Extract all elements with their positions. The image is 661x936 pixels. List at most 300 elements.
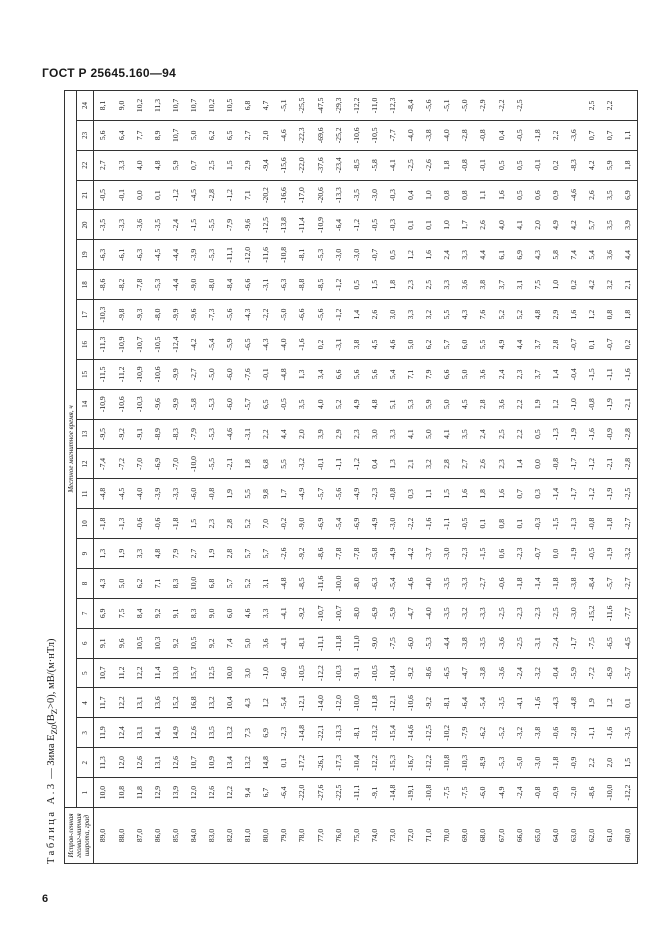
value-cell: 5,6 bbox=[365, 359, 383, 389]
table-row bbox=[384, 91, 402, 864]
value-cell: 6,1 bbox=[492, 240, 510, 270]
value-cell: 1,6 bbox=[456, 479, 474, 509]
value-cell: 0,5 bbox=[510, 180, 528, 210]
value-cell: -10,0 bbox=[329, 569, 347, 599]
value-cell: 5,7 bbox=[257, 539, 275, 569]
value-cell: 2,5 bbox=[203, 150, 221, 180]
value-cell: -2,3 bbox=[528, 598, 546, 628]
value-cell: 10,5 bbox=[130, 628, 148, 658]
value-cell: 10,7 bbox=[184, 748, 202, 778]
value-cell: 12,6 bbox=[130, 748, 148, 778]
value-cell: -2,6 bbox=[275, 539, 293, 569]
value-cell: -10,6 bbox=[148, 359, 166, 389]
hour-column-header: 12 bbox=[77, 449, 94, 479]
value-cell: 6,7 bbox=[257, 778, 275, 808]
value-cell: 3,1 bbox=[257, 569, 275, 599]
value-cell: -7,5 bbox=[583, 628, 601, 658]
value-cell: 0,1 bbox=[148, 180, 166, 210]
table-row bbox=[148, 91, 166, 864]
value-cell: -2,2 bbox=[257, 300, 275, 330]
value-cell: -9,1 bbox=[365, 778, 383, 808]
value-cell: 12,6 bbox=[184, 718, 202, 748]
value-cell: 10,5 bbox=[221, 91, 239, 121]
value-cell: -3,5 bbox=[492, 688, 510, 718]
value-cell: 11,3 bbox=[148, 91, 166, 121]
hour-column-header: 9 bbox=[77, 539, 94, 569]
value-cell: -13,2 bbox=[365, 718, 383, 748]
value-cell bbox=[528, 91, 546, 121]
value-cell: 10,2 bbox=[130, 91, 148, 121]
value-cell: 9,8 bbox=[257, 479, 275, 509]
value-cell: -4,2 bbox=[402, 539, 420, 569]
value-cell: -2,9 bbox=[474, 91, 492, 121]
value-cell: 2,8 bbox=[221, 539, 239, 569]
value-cell: -6,0 bbox=[221, 359, 239, 389]
value-cell: -15,4 bbox=[384, 718, 402, 748]
value-cell: -11,6 bbox=[311, 569, 329, 599]
value-cell: -2,3 bbox=[456, 539, 474, 569]
value-cell: 5,9 bbox=[166, 150, 184, 180]
value-cell: 5,5 bbox=[239, 479, 257, 509]
value-cell: -0,9 bbox=[601, 419, 619, 449]
value-cell: -5,0 bbox=[203, 359, 221, 389]
value-cell: -6,3 bbox=[130, 240, 148, 270]
value-cell: 1,5 bbox=[184, 509, 202, 539]
value-cell: -8,3 bbox=[564, 150, 582, 180]
value-cell: -10,3 bbox=[94, 300, 113, 330]
latitude-cell: 65,0 bbox=[528, 808, 546, 864]
value-cell: 10,0 bbox=[94, 778, 113, 808]
value-cell: 2,5 bbox=[492, 419, 510, 449]
value-cell: -4,2 bbox=[184, 330, 202, 360]
value-cell: -4,6 bbox=[275, 120, 293, 150]
value-cell: 12,2 bbox=[221, 778, 239, 808]
hour-header-row bbox=[77, 91, 94, 864]
table-title-rest: (B bbox=[46, 714, 57, 725]
value-cell: -1,2 bbox=[329, 270, 347, 300]
table-title-sub2: Z bbox=[49, 708, 60, 715]
value-cell: -8,3 bbox=[166, 419, 184, 449]
value-cell: -25,2 bbox=[329, 120, 347, 150]
value-cell: -2,5 bbox=[510, 628, 528, 658]
value-cell: -5,4 bbox=[203, 330, 221, 360]
value-cell: -1,5 bbox=[583, 359, 601, 389]
value-cell: 5,6 bbox=[347, 359, 365, 389]
value-cell: -10,2 bbox=[438, 718, 456, 748]
value-cell: -4,7 bbox=[456, 658, 474, 688]
hour-column-header: 8 bbox=[77, 569, 94, 599]
value-cell: -3,0 bbox=[438, 539, 456, 569]
value-cell: 0,1 bbox=[583, 330, 601, 360]
value-cell: -0,4 bbox=[546, 658, 564, 688]
value-cell: -11,6 bbox=[601, 598, 619, 628]
value-cell: 12,9 bbox=[148, 778, 166, 808]
value-cell: -7,4 bbox=[94, 449, 113, 479]
value-cell: 5,0 bbox=[420, 419, 438, 449]
value-cell: 4,0 bbox=[130, 150, 148, 180]
value-cell: -8,1 bbox=[347, 718, 365, 748]
value-cell: 6,9 bbox=[619, 180, 638, 210]
value-cell: 8,3 bbox=[166, 569, 184, 599]
value-cell: -8,0 bbox=[148, 300, 166, 330]
value-cell: -6,0 bbox=[221, 389, 239, 419]
value-cell: 3,6 bbox=[257, 628, 275, 658]
value-cell: 3,3 bbox=[402, 300, 420, 330]
value-cell: -5,7 bbox=[601, 569, 619, 599]
value-cell: -2,8 bbox=[203, 180, 221, 210]
value-cell: -3,9 bbox=[148, 479, 166, 509]
value-cell: 13,2 bbox=[203, 688, 221, 718]
value-cell: -1,8 bbox=[546, 569, 564, 599]
value-cell: -12,2 bbox=[311, 658, 329, 688]
table-row bbox=[474, 91, 492, 864]
value-cell: 0,2 bbox=[311, 330, 329, 360]
value-cell: -8,4 bbox=[402, 91, 420, 121]
value-cell: 2,7 bbox=[94, 150, 113, 180]
value-cell: -2,1 bbox=[221, 449, 239, 479]
value-cell: -13,3 bbox=[329, 718, 347, 748]
value-cell: -11,0 bbox=[347, 628, 365, 658]
table-row bbox=[311, 91, 329, 864]
value-cell: 4,6 bbox=[239, 598, 257, 628]
value-cell: -5,3 bbox=[311, 240, 329, 270]
value-cell: 4,3 bbox=[528, 240, 546, 270]
value-cell: -7,5 bbox=[438, 778, 456, 808]
hour-column-header: 20 bbox=[77, 210, 94, 240]
value-cell: -4,8 bbox=[275, 569, 293, 599]
value-cell: -5,2 bbox=[492, 718, 510, 748]
value-cell: -5,6 bbox=[420, 91, 438, 121]
value-cell: -3,3 bbox=[112, 210, 130, 240]
value-cell: 1,4 bbox=[347, 300, 365, 330]
value-cell: -3,8 bbox=[474, 658, 492, 688]
value-cell: -11,4 bbox=[293, 210, 311, 240]
value-cell: 6,8 bbox=[257, 449, 275, 479]
value-cell: -6,6 bbox=[293, 300, 311, 330]
value-cell: 5,0 bbox=[112, 569, 130, 599]
value-cell: -29,3 bbox=[329, 91, 347, 121]
value-cell: -1,6 bbox=[583, 419, 601, 449]
value-cell: -12,5 bbox=[420, 718, 438, 748]
value-cell: 8,4 bbox=[130, 598, 148, 628]
value-cell: -12,2 bbox=[347, 91, 365, 121]
hour-column-header: 15 bbox=[77, 359, 94, 389]
value-cell: 1,5 bbox=[221, 150, 239, 180]
table-row bbox=[112, 91, 130, 864]
value-cell: 1,0 bbox=[420, 180, 438, 210]
value-cell: 9,0 bbox=[112, 91, 130, 121]
value-cell: -1,5 bbox=[474, 539, 492, 569]
value-cell: 1,5 bbox=[619, 748, 638, 778]
latitude-cell: 86,0 bbox=[148, 808, 166, 864]
value-cell: -2,4 bbox=[510, 658, 528, 688]
value-cell: 2,3 bbox=[402, 270, 420, 300]
value-cell: 3,5 bbox=[456, 419, 474, 449]
value-cell: 5,9 bbox=[420, 389, 438, 419]
value-cell: -4,3 bbox=[546, 688, 564, 718]
value-cell: 1,6 bbox=[492, 479, 510, 509]
value-cell: -3,8 bbox=[564, 569, 582, 599]
value-cell: 5,2 bbox=[492, 300, 510, 330]
value-cell: -10,3 bbox=[329, 658, 347, 688]
value-cell: -1,8 bbox=[166, 509, 184, 539]
value-cell: 2,3 bbox=[510, 359, 528, 389]
value-cell: 2,7 bbox=[184, 539, 202, 569]
value-cell: 7,7 bbox=[130, 120, 148, 150]
value-cell: 12,0 bbox=[184, 778, 202, 808]
value-cell: -0,4 bbox=[564, 359, 582, 389]
value-cell: -10,9 bbox=[311, 210, 329, 240]
value-cell: -5,3 bbox=[420, 628, 438, 658]
latitude-cell: 78,0 bbox=[293, 808, 311, 864]
value-cell: -6,4 bbox=[275, 778, 293, 808]
value-cell: -6,9 bbox=[148, 449, 166, 479]
value-cell: 7,9 bbox=[420, 359, 438, 389]
value-cell: -1,6 bbox=[528, 688, 546, 718]
value-cell: -2,7 bbox=[619, 569, 638, 599]
value-cell: 8,9 bbox=[148, 120, 166, 150]
value-cell: -10,8 bbox=[275, 240, 293, 270]
table-row bbox=[329, 91, 347, 864]
value-cell: -7,2 bbox=[583, 658, 601, 688]
value-cell: -0,1 bbox=[311, 449, 329, 479]
value-cell: -1,0 bbox=[564, 389, 582, 419]
value-cell: -9,9 bbox=[166, 389, 184, 419]
value-cell: -15,3 bbox=[384, 748, 402, 778]
value-cell: 3,6 bbox=[474, 359, 492, 389]
value-cell: 6,9 bbox=[257, 718, 275, 748]
value-cell: 4,8 bbox=[365, 389, 383, 419]
value-cell: -1,4 bbox=[528, 569, 546, 599]
value-cell: -9,2 bbox=[293, 539, 311, 569]
value-cell: -14,8 bbox=[384, 778, 402, 808]
value-cell: 6,5 bbox=[257, 389, 275, 419]
hour-column-header: 21 bbox=[77, 180, 94, 210]
latitude-cell: 84,0 bbox=[184, 808, 202, 864]
value-cell: 4,4 bbox=[510, 330, 528, 360]
value-cell: 1,3 bbox=[94, 539, 113, 569]
value-cell: -5,3 bbox=[203, 389, 221, 419]
value-cell: -1,9 bbox=[564, 419, 582, 449]
value-cell: -1,6 bbox=[420, 509, 438, 539]
value-cell: 6,6 bbox=[329, 359, 347, 389]
value-cell: 14,9 bbox=[166, 718, 184, 748]
value-cell: 0,5 bbox=[510, 150, 528, 180]
value-cell: -3,5 bbox=[347, 180, 365, 210]
value-cell: -3,2 bbox=[528, 658, 546, 688]
value-cell: -4,3 bbox=[257, 330, 275, 360]
value-cell: -10,4 bbox=[347, 748, 365, 778]
value-cell: 4,7 bbox=[257, 91, 275, 121]
value-cell: -14,8 bbox=[293, 718, 311, 748]
value-cell: -3,5 bbox=[438, 598, 456, 628]
value-cell: -9,9 bbox=[166, 359, 184, 389]
value-cell: 5,4 bbox=[384, 359, 402, 389]
value-cell: 14,1 bbox=[148, 718, 166, 748]
value-cell: -8,0 bbox=[347, 569, 365, 599]
table-header-row bbox=[65, 91, 77, 864]
table-row bbox=[456, 91, 474, 864]
value-cell: 6,2 bbox=[130, 569, 148, 599]
value-cell: -8,6 bbox=[94, 270, 113, 300]
value-cell: 2,1 bbox=[402, 449, 420, 479]
value-cell: 5,7 bbox=[221, 569, 239, 599]
value-cell: -1,2 bbox=[166, 180, 184, 210]
latitude-column-header: Исправ-ленная геомаг-нитная широта, град bbox=[65, 808, 94, 864]
value-cell: -9,6 bbox=[148, 389, 166, 419]
value-cell: 3,8 bbox=[347, 330, 365, 360]
value-cell: 3,2 bbox=[420, 300, 438, 330]
value-cell: -12,3 bbox=[384, 91, 402, 121]
latitude-cell: 83,0 bbox=[203, 808, 221, 864]
value-cell: 2,6 bbox=[583, 180, 601, 210]
value-cell: -4,0 bbox=[402, 120, 420, 150]
value-cell: 2,6 bbox=[474, 210, 492, 240]
table-row bbox=[492, 91, 510, 864]
value-cell: -7,0 bbox=[166, 449, 184, 479]
value-cell: -5,9 bbox=[384, 598, 402, 628]
hour-column-header: 10 bbox=[77, 509, 94, 539]
value-cell: 2,2 bbox=[546, 120, 564, 150]
value-cell: 6,2 bbox=[420, 330, 438, 360]
value-cell: 14,8 bbox=[257, 748, 275, 778]
value-cell: -10,0 bbox=[184, 449, 202, 479]
value-cell: -1,8 bbox=[528, 120, 546, 150]
value-cell: 1,9 bbox=[528, 389, 546, 419]
value-cell: -8,1 bbox=[438, 688, 456, 718]
value-cell: 4,8 bbox=[528, 300, 546, 330]
value-cell: 4,2 bbox=[583, 270, 601, 300]
value-cell: 2,0 bbox=[601, 748, 619, 778]
value-cell: -0,1 bbox=[257, 359, 275, 389]
table-row bbox=[564, 91, 582, 864]
value-cell: -10,6 bbox=[402, 688, 420, 718]
value-cell: -3,2 bbox=[619, 539, 638, 569]
value-cell: -4,4 bbox=[166, 270, 184, 300]
value-cell: -1,5 bbox=[184, 210, 202, 240]
value-cell: -0,5 bbox=[583, 539, 601, 569]
value-cell: 1,1 bbox=[619, 120, 638, 150]
value-cell: -10,5 bbox=[293, 658, 311, 688]
value-cell: -2,3 bbox=[510, 539, 528, 569]
value-cell: 1,8 bbox=[384, 270, 402, 300]
value-cell: -11,6 bbox=[257, 240, 275, 270]
value-cell: 4,6 bbox=[384, 330, 402, 360]
value-cell: 7,1 bbox=[148, 569, 166, 599]
value-cell: -6,3 bbox=[365, 569, 383, 599]
value-cell: 7,6 bbox=[474, 300, 492, 330]
value-cell: 5,7 bbox=[239, 539, 257, 569]
value-cell: 3,3 bbox=[257, 598, 275, 628]
value-cell: -6,2 bbox=[474, 718, 492, 748]
value-cell: -1,6 bbox=[293, 330, 311, 360]
value-cell: 4,4 bbox=[275, 419, 293, 449]
value-cell: -10,5 bbox=[365, 658, 383, 688]
value-cell: -3,2 bbox=[293, 449, 311, 479]
value-cell: 0,8 bbox=[438, 180, 456, 210]
value-cell: 3,0 bbox=[239, 658, 257, 688]
value-cell: -9,2 bbox=[420, 688, 438, 718]
value-cell: 16,8 bbox=[184, 688, 202, 718]
value-cell: 8,1 bbox=[94, 91, 113, 121]
value-cell: -7,7 bbox=[619, 598, 638, 628]
value-cell: -22,1 bbox=[311, 718, 329, 748]
value-cell: 7,9 bbox=[166, 539, 184, 569]
latitude-cell: 89,0 bbox=[94, 808, 113, 864]
value-cell: 5,4 bbox=[583, 240, 601, 270]
value-cell: 10,0 bbox=[184, 569, 202, 599]
value-cell: 4,4 bbox=[619, 240, 638, 270]
value-cell: -22,3 bbox=[293, 120, 311, 150]
value-cell: -4,9 bbox=[293, 479, 311, 509]
value-cell: 10,4 bbox=[221, 688, 239, 718]
value-cell: -8,6 bbox=[311, 539, 329, 569]
latitude-cell: 60,0 bbox=[619, 808, 638, 864]
value-cell: -17,0 bbox=[293, 180, 311, 210]
value-cell: 10,5 bbox=[184, 628, 202, 658]
value-cell: 2,8 bbox=[438, 449, 456, 479]
value-cell: 5,2 bbox=[329, 389, 347, 419]
value-cell: 1,6 bbox=[420, 240, 438, 270]
table-row bbox=[438, 91, 456, 864]
value-cell: -23,4 bbox=[329, 150, 347, 180]
value-cell: -10,0 bbox=[347, 688, 365, 718]
value-cell: -2,5 bbox=[510, 91, 528, 121]
value-cell: 3,7 bbox=[528, 359, 546, 389]
value-cell: -2,4 bbox=[546, 628, 564, 658]
value-cell: -11,1 bbox=[311, 628, 329, 658]
value-cell: 10,8 bbox=[112, 778, 130, 808]
value-cell: 2,3 bbox=[203, 509, 221, 539]
value-cell: -10,6 bbox=[347, 120, 365, 150]
value-cell: 3,3 bbox=[130, 539, 148, 569]
value-cell: -0,1 bbox=[528, 150, 546, 180]
value-cell: -9,0 bbox=[293, 509, 311, 539]
value-cell: 2,2 bbox=[510, 419, 528, 449]
value-cell: 2,9 bbox=[329, 419, 347, 449]
value-cell: -10,8 bbox=[438, 748, 456, 778]
table-row bbox=[546, 91, 564, 864]
value-cell: -4,4 bbox=[166, 240, 184, 270]
table-title: — Зима E bbox=[46, 734, 57, 779]
value-cell: 8,3 bbox=[184, 598, 202, 628]
table-row bbox=[166, 91, 184, 864]
table-row bbox=[203, 91, 221, 864]
value-cell: -0,6 bbox=[492, 569, 510, 599]
value-cell: -10,9 bbox=[130, 359, 148, 389]
value-cell: 0,7 bbox=[601, 120, 619, 150]
value-cell: -2,4 bbox=[166, 210, 184, 240]
value-cell: -1,9 bbox=[601, 389, 619, 419]
value-cell: -4,1 bbox=[275, 598, 293, 628]
value-cell: 10,7 bbox=[166, 91, 184, 121]
value-cell: -9,6 bbox=[239, 210, 257, 240]
value-cell: -4,6 bbox=[221, 419, 239, 449]
value-cell: -14,0 bbox=[311, 688, 329, 718]
value-cell: 9,1 bbox=[94, 628, 113, 658]
value-cell: -2,4 bbox=[510, 778, 528, 808]
value-cell: -0,5 bbox=[510, 120, 528, 150]
value-cell: -1,3 bbox=[546, 419, 564, 449]
value-cell: 12,5 bbox=[203, 658, 221, 688]
value-cell: -4,6 bbox=[402, 569, 420, 599]
value-cell: 0,9 bbox=[546, 180, 564, 210]
latitude-cell: 87,0 bbox=[130, 808, 148, 864]
value-cell: -4,4 bbox=[438, 628, 456, 658]
data-table bbox=[64, 90, 638, 864]
value-cell: -4,9 bbox=[384, 539, 402, 569]
value-cell: 6,2 bbox=[203, 120, 221, 150]
